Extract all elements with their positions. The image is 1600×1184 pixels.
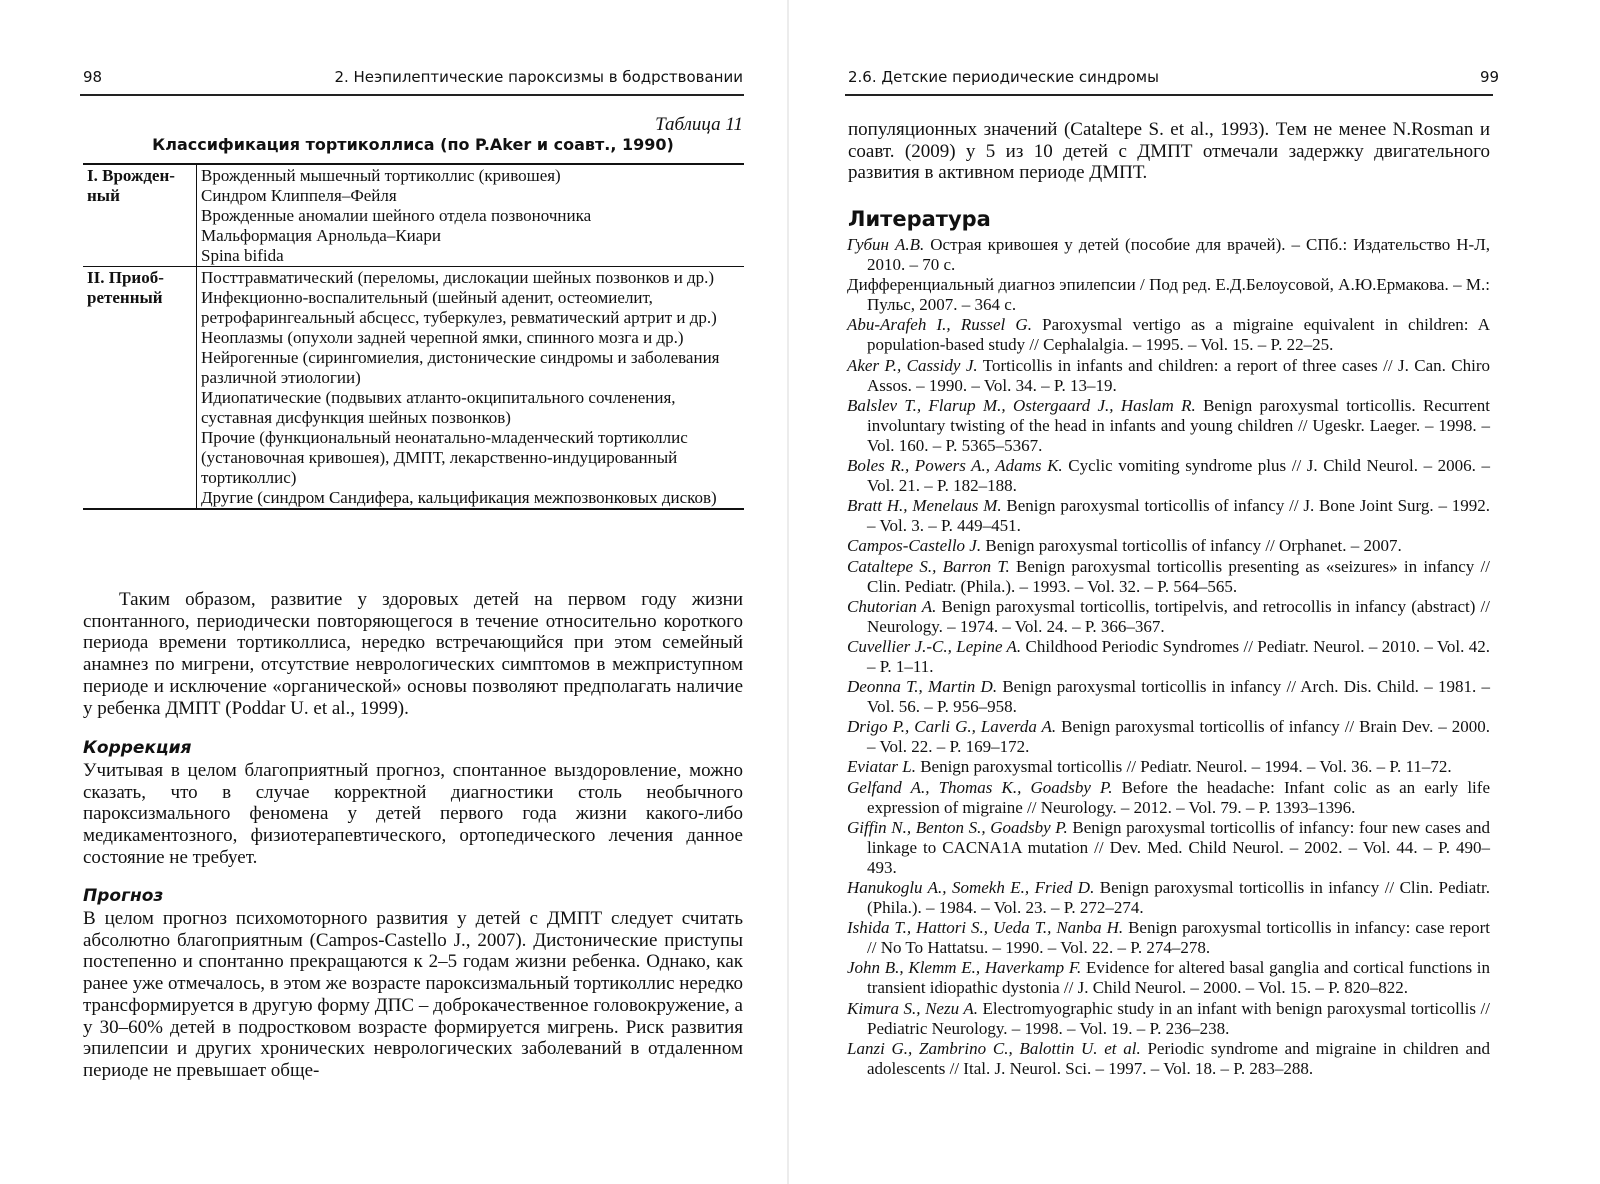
reference-authors: Hanukoglu A., Somekh E., Fried D.: [847, 878, 1095, 897]
header-rule-right: [845, 94, 1493, 96]
table-item: Идиопатические (подвывих атланто-окципитального сочленения, суставная дисфункция шейных позвонков): [201, 388, 676, 427]
table-item: Нейрогенные (сирингомиелия, дистонические синдромы и заболевания различной этиологии): [201, 348, 720, 387]
reference-text: Electromyographic study in an infant with benign paroxysmal torticollis // Pediatric Neurology. – 1998. – Vol. 19. – P. 236–238.: [867, 998, 1490, 1038]
table-item: Посттравматический (переломы, дислокации шейных позвонков и др.): [201, 268, 715, 287]
reference-item: [847, 1039, 1490, 1079]
table-item: Неоплазмы (опухоли задней черепной ямки, спинного мозга и др.): [201, 328, 684, 347]
table-item: Синдром Клиппеля–Фейля: [201, 186, 397, 205]
reference-text: Cyclic vomiting syndrome plus // J. Child Neurol. – 2006. – Vol. 21. – P. 182–188.: [867, 456, 1490, 496]
reference-text: Benign paroxysmal torticollis in infancy // Clin. Pediatr. (Phila.). – 1984. – Vol. 23. – P. 272–274.: [867, 878, 1490, 918]
reference-item: [847, 496, 1490, 536]
left-page: [0, 0, 790, 1184]
reference-authors: Губин А.В.: [847, 235, 925, 254]
table-item: Прочие (функциональный неонатально-младенческий тортиколлис (установочная кривошея), ДМПТ, лекарственно-индуцированный тортиколлис): [201, 428, 688, 487]
reference-text: Benign paroxysmal torticollis // Pediatr. Neurol. – 1994. – Vol. 36. – P. 11–72.: [915, 757, 1452, 777]
paragraph-text: Таким образом, развитие у здоровых детей на первом году жизни спонтанного, периодически повторяющегося в течение относительно короткого периода времени тортиколлиса, нередко встречающийся при этом семейный анамнез по мигрени, отсутствие неврологических симптомов в межприступном периоде и исключение «органической» основы позволяют предполагать наличие у ребенка ДМПТ (Poddar U. et al., 1999).: [83, 589, 743, 719]
reference-item: [847, 717, 1490, 757]
reference-authors: Drigo P., Carli G., Laverda A.: [847, 717, 1057, 737]
reference-text: Torticollis in infants and children: a report of three cases // J. Can. Chiro Assos. – 1990. – Vol. 34. – P. 13–19.: [867, 355, 1490, 395]
reference-item: [847, 557, 1490, 597]
reference-item: [847, 757, 1490, 777]
table-item: Врожденные аномалии шейного отдела позвоночника: [201, 206, 592, 225]
paragraph-summary: [83, 589, 743, 719]
paragraph-prognosis: [83, 908, 743, 1082]
reference-item: [847, 597, 1490, 637]
table-category-cell: II. Приоб-ретенный: [83, 267, 197, 510]
reference-text: Benign paroxysmal torticollis of infancy: four new cases and linkage to CACNA1A mutation // Dev. Med. Child Neurol. – 2002. – Vol. 44. – P. 490–493.: [867, 817, 1491, 877]
table-category-cell: I. Врожден-ный: [83, 164, 197, 267]
running-title-left: 2. Неэпилептические пароксизмы в бодрствовании: [334, 68, 743, 86]
table-row: [83, 164, 744, 267]
reference-text: Benign paroxysmal torticollis, tortipelvis, and retrocollis in infancy (abstract) // Neurology. – 1974. – Vol. 24. – P. 366–367.: [867, 596, 1490, 636]
reference-item: [847, 778, 1490, 818]
reference-authors: Abu-Arafeh I., Russel G.: [847, 315, 1032, 335]
reference-item: [847, 958, 1490, 998]
reference-item: [847, 315, 1490, 355]
reference-authors: Cuvellier J.-C., Lepine A.: [847, 636, 1022, 656]
reference-item: [847, 396, 1490, 456]
reference-text: Benign paroxysmal torticollis in infancy: case report // No To Hattatsu. – 1990. – Vol. 22. – P. 274–278.: [867, 918, 1490, 958]
reference-authors: Boles R., Powers A., Adams K.: [847, 456, 1063, 476]
reference-authors: Cataltepe S., Barron T.: [847, 556, 1010, 576]
reference-text: Benign paroxysmal torticollis in infancy // Arch. Dis. Child. – 1981. – Vol. 56. – P. 956–958.: [867, 677, 1490, 717]
table-title: Классификация тортиколлиса (по P.Aker и соавт., 1990): [152, 135, 674, 154]
reference-item: [847, 878, 1490, 918]
reference-authors: Giffin N., Benton S., Goadsby P.: [847, 817, 1068, 837]
page-number-right: 99: [1480, 68, 1500, 86]
reference-item: [847, 637, 1490, 677]
reference-item: [847, 536, 1490, 556]
table-caption: Таблица 11: [655, 114, 743, 135]
paragraph-text: Учитывая в целом благоприятный прогноз, спонтанное выздоровление, можно сказать, что в случае корректной диагностики столь необычного пароксизмального феномена у детей первого года жизни какого-либо медикаментозного, физиотерапевтического, ортопедического лечения данное состояние не требует.: [83, 760, 743, 868]
table-item: Другие (синдром Сандифера, кальцификация межпозвонковых дисков): [201, 488, 717, 507]
table-item: Врожденный мышечный тортиколлис (кривошея): [201, 166, 561, 185]
reference-authors: Bratt H., Menelaus M.: [847, 496, 1002, 516]
reference-item: [847, 456, 1490, 496]
reference-authors: Chutorian A.: [847, 596, 937, 616]
reference-authors: John B., Klemm E., Haverkamp F.: [847, 958, 1082, 978]
table-items-cell: [197, 164, 745, 267]
reference-authors: Kimura S., Nezu A.: [847, 998, 978, 1018]
reference-authors: Balslev T., Flarup M., Ostergaard J., Haslam R.: [847, 395, 1196, 415]
table-item: Мальформация Арнольда–Киари: [201, 226, 441, 245]
reference-authors: Eviatar L.: [847, 757, 916, 777]
reference-text: Острая кривошея у детей (пособие для врачей). – СПб.: Издательство Н-Л, 2010. – 70 с.: [867, 235, 1490, 275]
paragraph-text: В целом прогноз психомоторного развития у детей с ДМПТ следует считать абсолютно благоприятным (Campos-Castello J., 2007). Дистонические приступы постепенно и спонтанно прекращаются к 2–5 годам жизни ребенка. Однако, как ранее уже отмечалось, в этом же возрасте пароксизмальный тортиколлис нередко трансформируется в другую форму ДПС – доброкачественное головокружение, а у 30–60% детей в подростковом возрасте формируется мигрень. Риск развития эпилепсии и других хронических неврологических заболеваний в отдаленном периоде не превышает обще-: [83, 908, 743, 1081]
paragraph-text: популяционных значений (Cataltepe S. et al., 1993). Тем не менее N.Rosman и соавт. (2009) у 5 из 10 детей с ДМПТ отмечали задержку двигательного развития в активном периоде ДМПТ.: [848, 119, 1490, 184]
reference-text: Benign paroxysmal torticollis presenting as «seizures» in infancy // Clin. Pediatr. (Phila.). – 1993. – Vol. 32. – P. 564–565.: [867, 556, 1490, 596]
paragraph-continued: [848, 119, 1490, 184]
reference-item: [847, 999, 1490, 1039]
table-item: Инфекционно-воспалительный (шейный аденит, остеомиелит, ретрофарингеальный абсцесс, туберкулез, ревматический артрит и др.): [201, 288, 717, 327]
reference-authors: Lanzi G., Zambrino C., Balottin U. et al.: [847, 1038, 1141, 1058]
table-item: Spina bifida: [201, 246, 284, 265]
reference-authors: Campos-Castello J.: [847, 536, 982, 556]
reference-authors: Aker P., Cassidy J.: [847, 355, 978, 375]
reference-text: Periodic syndrome and migraine in children and adolescents // Ital. J. Neurol. Sci. – 1997. – Vol. 18. – P. 283–288.: [867, 1038, 1490, 1078]
reference-item: [847, 918, 1490, 958]
reference-item: [847, 818, 1490, 878]
header-rule-left: [80, 94, 744, 96]
running-title-right: 2.6. Детские периодические синдромы: [848, 68, 1159, 86]
reference-authors: Deonna T., Martin D.: [847, 677, 998, 697]
reference-text: Дифференциальный диагноз эпилепсии / Под ред. Е.Д.Белоусовой, А.Ю.Ермакова. – М.: Пульс, 2007. – 364 с.: [847, 275, 1490, 315]
table-row: [83, 267, 744, 510]
torticollis-classification-table: [83, 163, 744, 510]
reference-authors: Gelfand A., Thomas K., Goadsby P.: [847, 777, 1113, 797]
reference-text: Paroxysmal vertigo as a migraine equivalent in children: A population-based study // Cephalalgia. – 1995. – Vol. 15. – P. 22–25.: [867, 315, 1490, 355]
reference-text: Benign paroxysmal torticollis of infancy // Orphanet. – 2007.: [981, 536, 1402, 556]
heading-prognosis: Прогноз: [83, 886, 164, 906]
reference-text: Evidence for altered basal ganglia and cortical functions in transient idiopathic dystonia // J. Child Neurol. – 2000. – Vol. 15. – P. 820–822.: [867, 958, 1490, 998]
reference-text: Benign paroxysmal torticollis of infancy // J. Bone Joint Surg. – 1992. – Vol. 3. – P. 449–451.: [867, 496, 1490, 536]
reference-item: [847, 677, 1490, 717]
paragraph-correction: [83, 760, 743, 869]
reference-item: [847, 356, 1490, 396]
reference-text: Childhood Periodic Syndromes // Pediatr. Neurol. – 2010. – Vol. 42. – P. 1–11.: [867, 636, 1491, 676]
table-items-cell: [197, 267, 745, 510]
reference-list: [847, 235, 1490, 1079]
heading-literature: Литература: [848, 207, 991, 231]
reference-text: Before the headache: Infant colic as an early life expression of migraine // Neurology. – 2012. – Vol. 79. – P. 1393–1396.: [867, 777, 1490, 817]
reference-text: Benign paroxysmal torticollis. Recurrent involuntary twisting of the head in infants and young children // Ugeskr. Laeger. – 1998. – Vol. 160. – P. 5365–5367.: [867, 395, 1490, 455]
reference-item: [847, 235, 1490, 275]
reference-authors: Ishida T., Hattori S., Ueda T., Nanba H.: [847, 918, 1124, 938]
page-number-left: 98: [83, 68, 103, 86]
reference-text: Benign paroxysmal torticollis of infancy // Brain Dev. – 2000. – Vol. 22. – P. 169–172.: [867, 717, 1491, 757]
reference-item: [847, 275, 1490, 315]
heading-correction: Коррекция: [83, 738, 192, 758]
